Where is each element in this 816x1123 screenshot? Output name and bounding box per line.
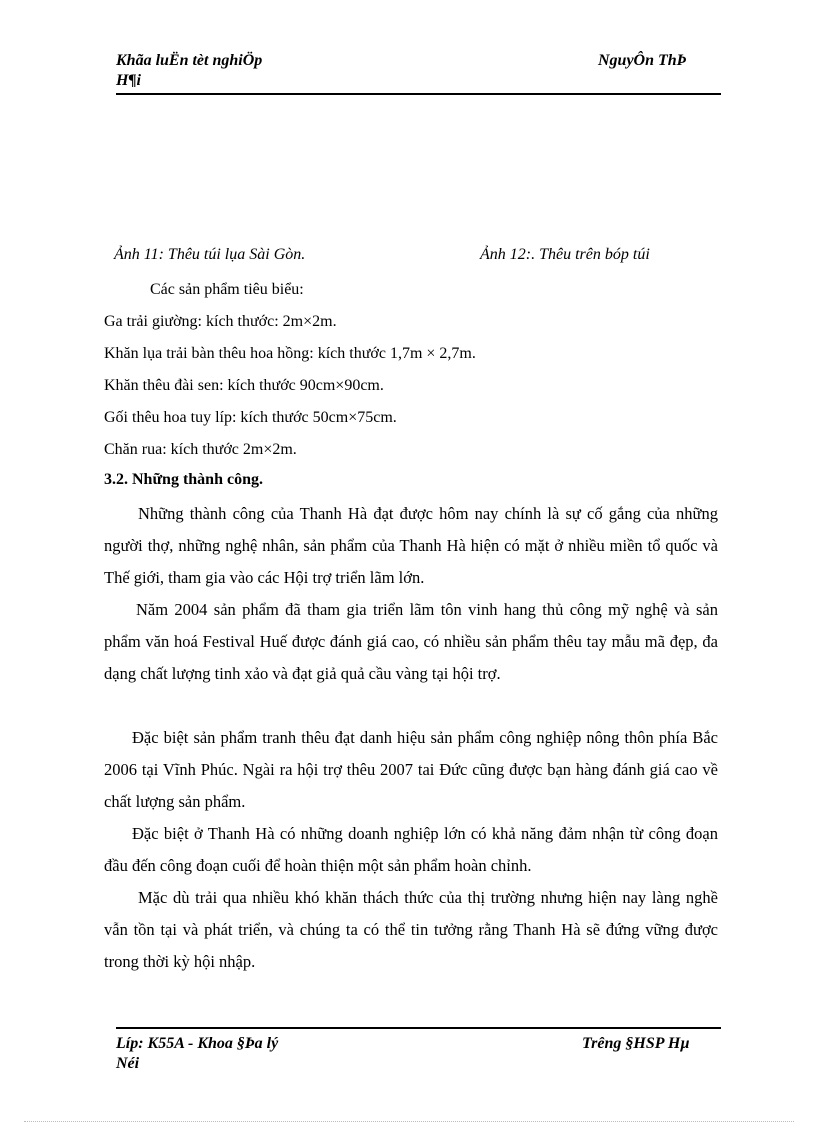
body-paragraph: Đặc biệt ở Thanh Hà có những doanh nghiệp lớn có khả năng đảm nhận từ công đoạn đầu đến công đoạn cuối để hoàn thiện một sản phẩm hoàn chỉnh. [104,824,718,875]
header-left-title: Khãa luËn tèt nghiÖp [116,52,263,69]
footer-rule [116,1027,721,1029]
product-item: Chăn rua: kích thước 2m×2m. [104,441,297,458]
product-item: Khăn thêu đài sen: kích thước 90cm×90cm. [104,377,384,394]
page-bottom-border [24,1121,794,1122]
caption-photo-11: Ảnh 11: Thêu túi lụa Sài Gòn. [114,246,306,263]
header-left-title-cont: H¶i [116,72,141,89]
product-item: Gối thêu hoa tuy líp: kích thước 50cm×75cm. [104,409,397,426]
body-paragraph: Mặc dù trải qua nhiều khó khăn thách thức của thị trường nhưng hiện nay làng nghề vẫn tồn tại và phát triển, và chúng ta có thể tin tưởng rằng Thanh Hà sẽ đứng vững được trong thời kỳ hội nhập. [104,888,718,971]
header-right-author: NguyÔn ThÞ [598,52,687,69]
footer-left-class-cont: Néi [116,1055,140,1072]
product-item: Ga trải giường: kích thước: 2m×2m. [104,313,337,330]
footer-left-class: Líp: K55A - Khoa §Þa lý [116,1035,279,1052]
body-paragraph: Đặc biệt sản phẩm tranh thêu đạt danh hiệu sản phẩm công nghiệp nông thôn phía Bắc 2006 tại Vĩnh Phúc. Ngài ra hội trợ thêu 2007 tai Đức cũng được bạn hàng đánh giá cao về chất lượng sản phẩm. [104,728,718,811]
products-intro: Các sản phẩm tiêu biểu: [150,281,304,298]
caption-photo-12: Ảnh 12:. Thêu trên bóp túi [480,246,650,263]
product-item: Khăn lụa trải bàn thêu hoa hồng: kích thước 1,7m × 2,7m. [104,345,476,362]
body-paragraph: Năm 2004 sản phẩm đã tham gia triển lãm tôn vinh hang thủ công mỹ nghệ và sản phẩm văn hoá Festival Huế được đánh giá cao, có nhiều sản phẩm thêu tay mẫu mã đẹp, đa dạng chất lượng tinh xảo và đạt giả quả cầu vàng tại hội trợ. [104,600,718,683]
footer-right-school: Trêng §HSP Hµ [582,1035,690,1052]
section-heading: 3.2. Những thành công. [104,471,263,488]
body-paragraph: Những thành công của Thanh Hà đạt được hôm nay chính là sự cố gắng của những người thợ, những nghệ nhân, sản phẩm của Thanh Hà hiện có mặt ở nhiều miền tổ quốc và Thế giới, tham gia vào các Hội trợ triển lãm lớn. [104,504,718,587]
header-rule [116,93,721,95]
